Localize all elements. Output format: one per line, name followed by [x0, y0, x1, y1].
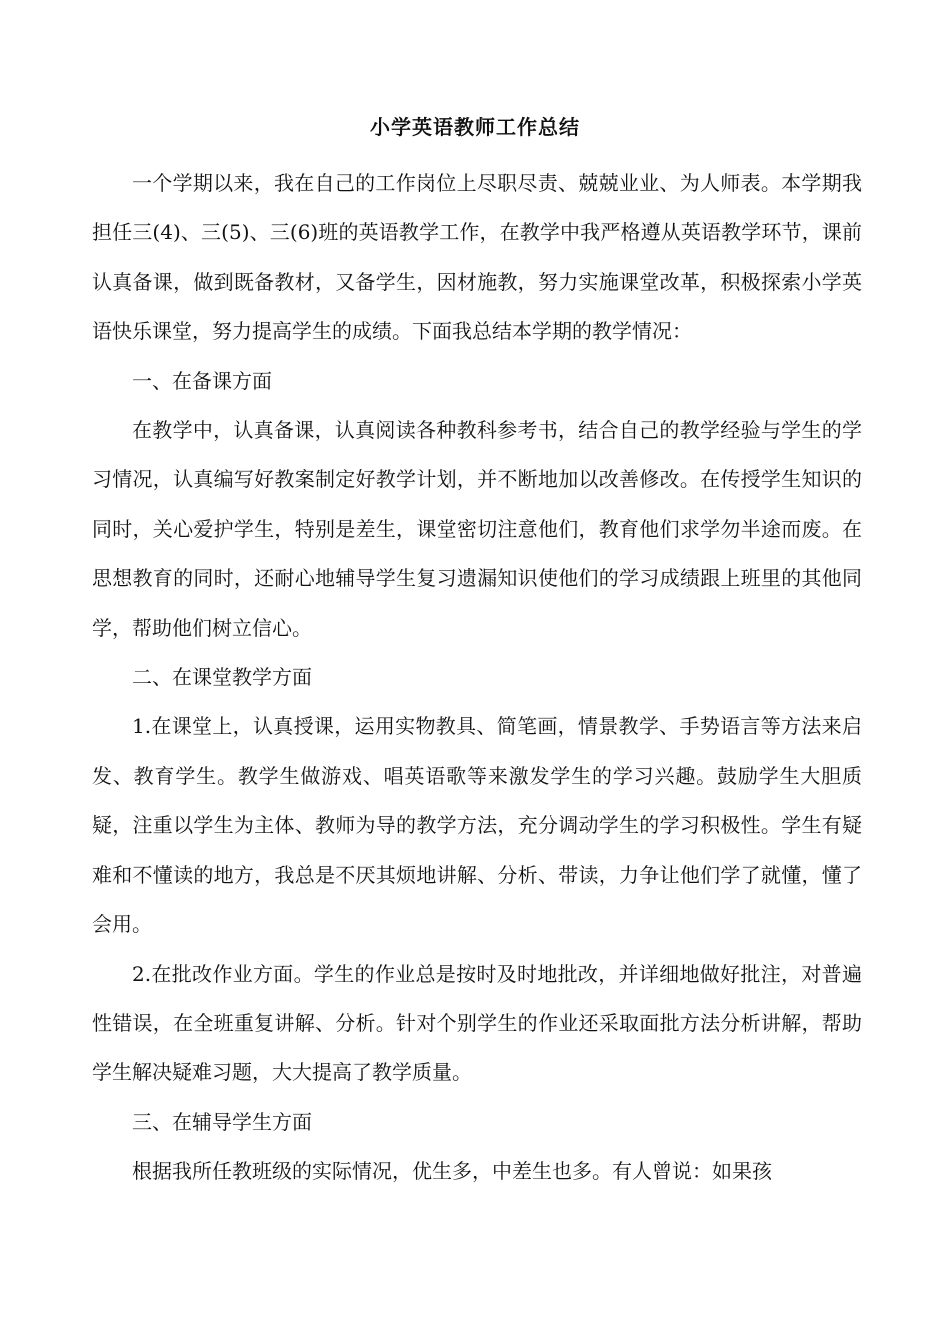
document-title: 小学英语教师工作总结: [370, 115, 580, 139]
section-heading-student-tutoring: 三、在辅导学生方面: [132, 1109, 312, 1134]
section-heading-lesson-prep: 一、在备课方面: [132, 368, 272, 393]
lesson-prep-paragraph: 在教学中，认真备课，认真阅读各种教科参考书，结合自己的教学经验与学生的学习情况，认真编写好教案制定好教学计划，并不断地加以改善修改。在传授学生知识的同时，关心爱护学生，特别是差生，课堂密切注意他们，教育他们求学勿半途而废。在思想教育的同时，还耐心地辅导学生复习遗漏知识使他们的学习成绩跟上班里的其他同学，帮助他们树立信心。: [92, 418, 862, 640]
section-heading-classroom-teaching: 二、在课堂教学方面: [132, 665, 312, 690]
classroom-teaching-paragraph-1: 1.在课堂上，认真授课，运用实物教具、简笔画，情景教学、手势语言等方法来启发、教育学生。教学生做游戏、唱英语歌等来激发学生的学习兴趣。鼓励学生大胆质疑，注重以学生为主体、教师为导的教学方法，充分调动学生的学习积极性。学生有疑难和不懂读的地方，我总是不厌其烦地讲解、分析、带读，力争让他们学了就懂，懂了会用。: [92, 714, 862, 937]
document-body: [92, 159, 862, 1197]
student-tutoring-paragraph: 根据我所任教班级的实际情况，优生多，中差生也多。有人曾说：如果孩: [132, 1159, 772, 1184]
intro-paragraph: 一个学期以来，我在自己的工作岗位上尽职尽责、兢兢业业、为人师表。本学期我担任三(4)、三(5)、三(6)班的英语教学工作，在教学中我严格遵从英语教学环节，课前认真备课，做到既备教材，又备学生，因材施教，努力实施课堂改革，积极探索小学英语快乐课堂，努力提高学生的成绩。下面我总结本学期的教学情况：: [92, 171, 862, 344]
classroom-teaching-paragraph-2: 2.在批改作业方面。学生的作业总是按时及时地批改，并详细地做好批注，对普遍性错误，在全班重复讲解、分析。针对个别学生的作业还采取面批方法分析讲解，帮助学生解决疑难习题，大大提高了教学质量。: [92, 961, 862, 1085]
